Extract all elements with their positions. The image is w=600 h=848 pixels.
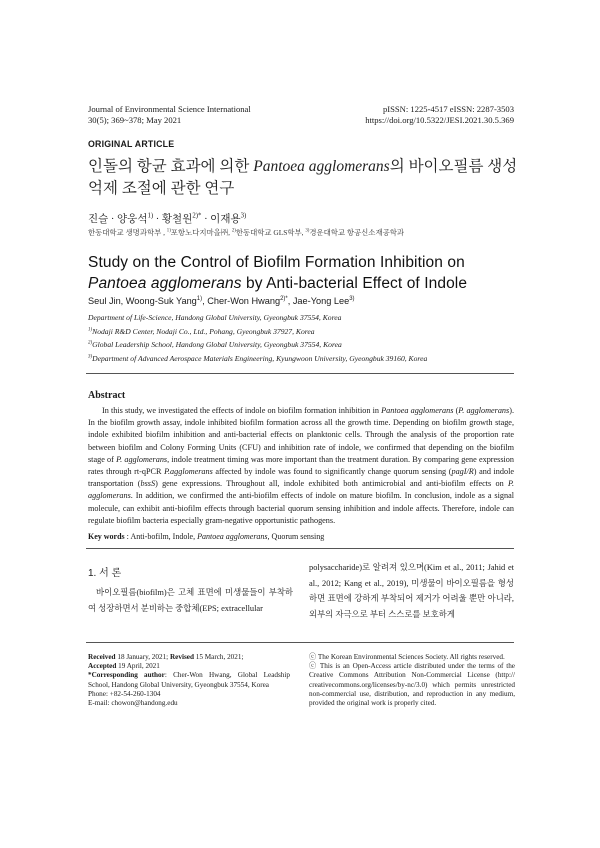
accepted-date: Accepted 19 April, 2021	[88, 662, 160, 671]
section-divider-mid	[86, 548, 514, 549]
author-phone: Phone: +82-54-260-1304	[88, 689, 161, 698]
section-heading-introduction: 1. 서 론	[88, 568, 122, 579]
footer-article-info	[88, 653, 290, 708]
affiliation-1: $^{1)}$Nodaji R&D Center, Nodaji Co., Ltd., Pohang, Gyeongbuk 37927, Korea	[88, 326, 315, 336]
authors-english: Seul Jin, Woong-Suk Yang$^{1)}$, Cher-Won Hwang$^{2)*}$, Jae-Yong Lee$^{3)}$	[88, 295, 355, 306]
affiliations-korean: 한동대학교 생명과학부 , $^{1)}$포항노다지마을㈜, $^{2)}$한동대학교 GLS학부, $^{3)}$경운대학교 항공신소재공학과	[88, 228, 405, 237]
affiliations-english	[88, 311, 538, 365]
section-divider-top	[86, 373, 514, 374]
journal-volume: 30(5); 369~378; May 2021	[88, 115, 182, 125]
abstract-body: In this study, we investigated the effects of indole on biofilm formation inhibition in Pantoea agglomerans (P. agglomerans). In the biofilm growth assay, indole inhibited biofilm formation across all the growth time. Depending on biofilm growth stage, indole exhibited biofilm inhibition and anti-bacterial effects on planktonic cells. Through the analysis of the proportion rate between biofilm and Colony Forming Units (CFU) and inhibition rate of indole, we confirmed that depending on the biofilm stage of P. agglomerans, indole treatment timing was more important than the treatment duration. By comparing gene expression rates through rt-qPCR P.agglomerans affected by indole was found to significantly change quorum sensing (pagI/R) and indole transportation (bssS) gene expressions. Throughout all, indole exhibited both antimicrobial and anti-biofilm effects on P. agglomerans. In addition, we confirmed the anti-biofilm effects of indole on mature biofilm. In conclusion, indole as a signal molecule, can exhibit anti-biofilm effects through bacterial quorum sensing inhibition and indole affects. Therefore, indole can regulate biofilm bacteria especially gram-negative opportunistic pathogens.	[88, 406, 514, 525]
footer-license	[309, 653, 515, 708]
intro-right-column: polysaccharide)로 알려져 있으며(Kim et al., 2011; Jahid et al., 2012; Kang et al., 2019), 미생물이 바이오필름을 형성하면 표면에 강하게 부착되어 제거가 어려울 뿐만 아니라, 외부의 자극으로 부터 스스로를 보호하게	[309, 563, 514, 619]
affiliation-0: Department of Life-Science, Handong Global University, Gyeongbuk 37554, Korea	[88, 313, 342, 322]
intro-left-column: 바이오필름(biofilm)은 고체 표면에 미생물들이 부착하여 성장하면서 분비하는 중합체(EPS; extracellular	[88, 588, 293, 613]
author-email[interactable]: E-mail: chowon@handong.edu	[88, 699, 178, 708]
received-dates: Received 18 January, 2021; Revised 15 March, 2021;	[88, 653, 244, 661]
title-korean-line1: 인돌의 항균 효과에 의한 Pantoea agglomerans의 바이오필름 생성	[88, 158, 518, 175]
journal-header-right	[254, 104, 514, 126]
copyright-notice: ⓒ The Korean Environmental Sciences Society. All rights reserved.	[309, 653, 505, 661]
title-english-line2: Pantoea agglomerans by Anti-bacterial Effect of Indole	[88, 275, 468, 292]
license-notice: ⓒ This is an Open-Access article distributed under the terms of the Creative Commons Attribution Non-Commercial License (http:// creativecommons.org/licenses/by-nc/3.0) which permits unrestricted non-commercial use, distribution, and reproduction in any medium, provided the original work is properly cited.	[309, 662, 515, 708]
keywords-label: Key words	[88, 532, 125, 541]
article-type: ORIGINAL ARTICLE	[88, 139, 175, 149]
doi-link[interactable]: https://doi.org/10.5322/JESI.2021.30.5.369	[365, 115, 514, 125]
title-english	[88, 252, 538, 294]
title-english-line1: Study on the Control of Biofilm Formation Inhibition on	[88, 254, 465, 271]
journal-name: Journal of Environmental Science International	[88, 104, 251, 114]
corresponding-author: *Corresponding author: Cher-Won Hwang, Global Leadship School, Handong Global University, Gyeongbuk 37554, Korea	[88, 671, 290, 689]
title-korean-line2: 억제 조절에 관한 연구	[88, 180, 235, 197]
authors-korean: 진슬 · 양웅석$^{1)}$ · 황철원$^{2)*}$ · 이재용$^{3)}$	[88, 212, 247, 225]
title-english-species: Pantoea agglomerans	[88, 275, 242, 292]
footer-divider	[86, 642, 514, 643]
abstract-heading: Abstract	[88, 390, 126, 401]
title-korean	[88, 156, 528, 200]
affiliation-2: $^{2)}$Global Leadership School, Handong Global University, Gyeongbuk 37554, Korea	[88, 340, 342, 349]
issn: pISSN: 1225-4517 eISSN: 2287-3503	[382, 104, 514, 114]
keywords: Key words : Anti-bofilm, Indole, Pantoea agglomerans, Quorum sensing	[88, 532, 325, 541]
title-korean-species: Pantoea agglomerans	[253, 158, 390, 175]
affiliation-3: $^{3)}$Department of Advanced Aerospace Materials Engineering, Kyungwoon University, Gyeongbuk 39160, Korea	[88, 353, 428, 363]
